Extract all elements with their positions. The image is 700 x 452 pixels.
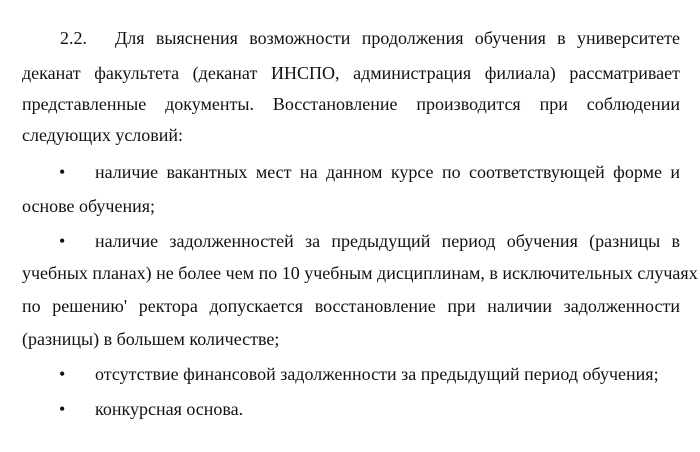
list-item-line: конкурсная основа. [95, 399, 244, 419]
section-number: 2.2. [60, 28, 87, 48]
list-item-line: по решению' ректора допускается восстановление при наличии задолженности [22, 296, 680, 316]
list-item-line: основе обучения; [22, 196, 156, 216]
bullet-marker: • [59, 231, 66, 251]
bullet-marker: • [59, 364, 66, 384]
list-item-line: учебных планах) не более чем по 10 учебным дисциплинам, в исключительных случаях [22, 263, 698, 283]
bullet-marker: • [59, 162, 66, 182]
paragraph-line: деканат факультета (деканат ИНСПО, администрация филиала) рассматривает [22, 63, 680, 83]
paragraph-line: следующих условий: [22, 125, 184, 145]
list-item-line: (разницы) в большем количестве; [22, 329, 280, 349]
bullet-marker: • [59, 399, 66, 419]
paragraph-line: Для выяснения возможности продолжения обучения в университете [115, 28, 680, 48]
list-item-line: наличие задолженностей за предыдущий период обучения (разницы в [95, 231, 680, 251]
list-item-line: наличие вакантных мест на данном курсе по соответствующей форме и [95, 162, 680, 182]
list-item-line: отсутствие финансовой задолженности за предыдущий период обучения; [95, 364, 659, 384]
paragraph-line: представленные документы. Восстановление производится при соблюдении [22, 94, 680, 114]
